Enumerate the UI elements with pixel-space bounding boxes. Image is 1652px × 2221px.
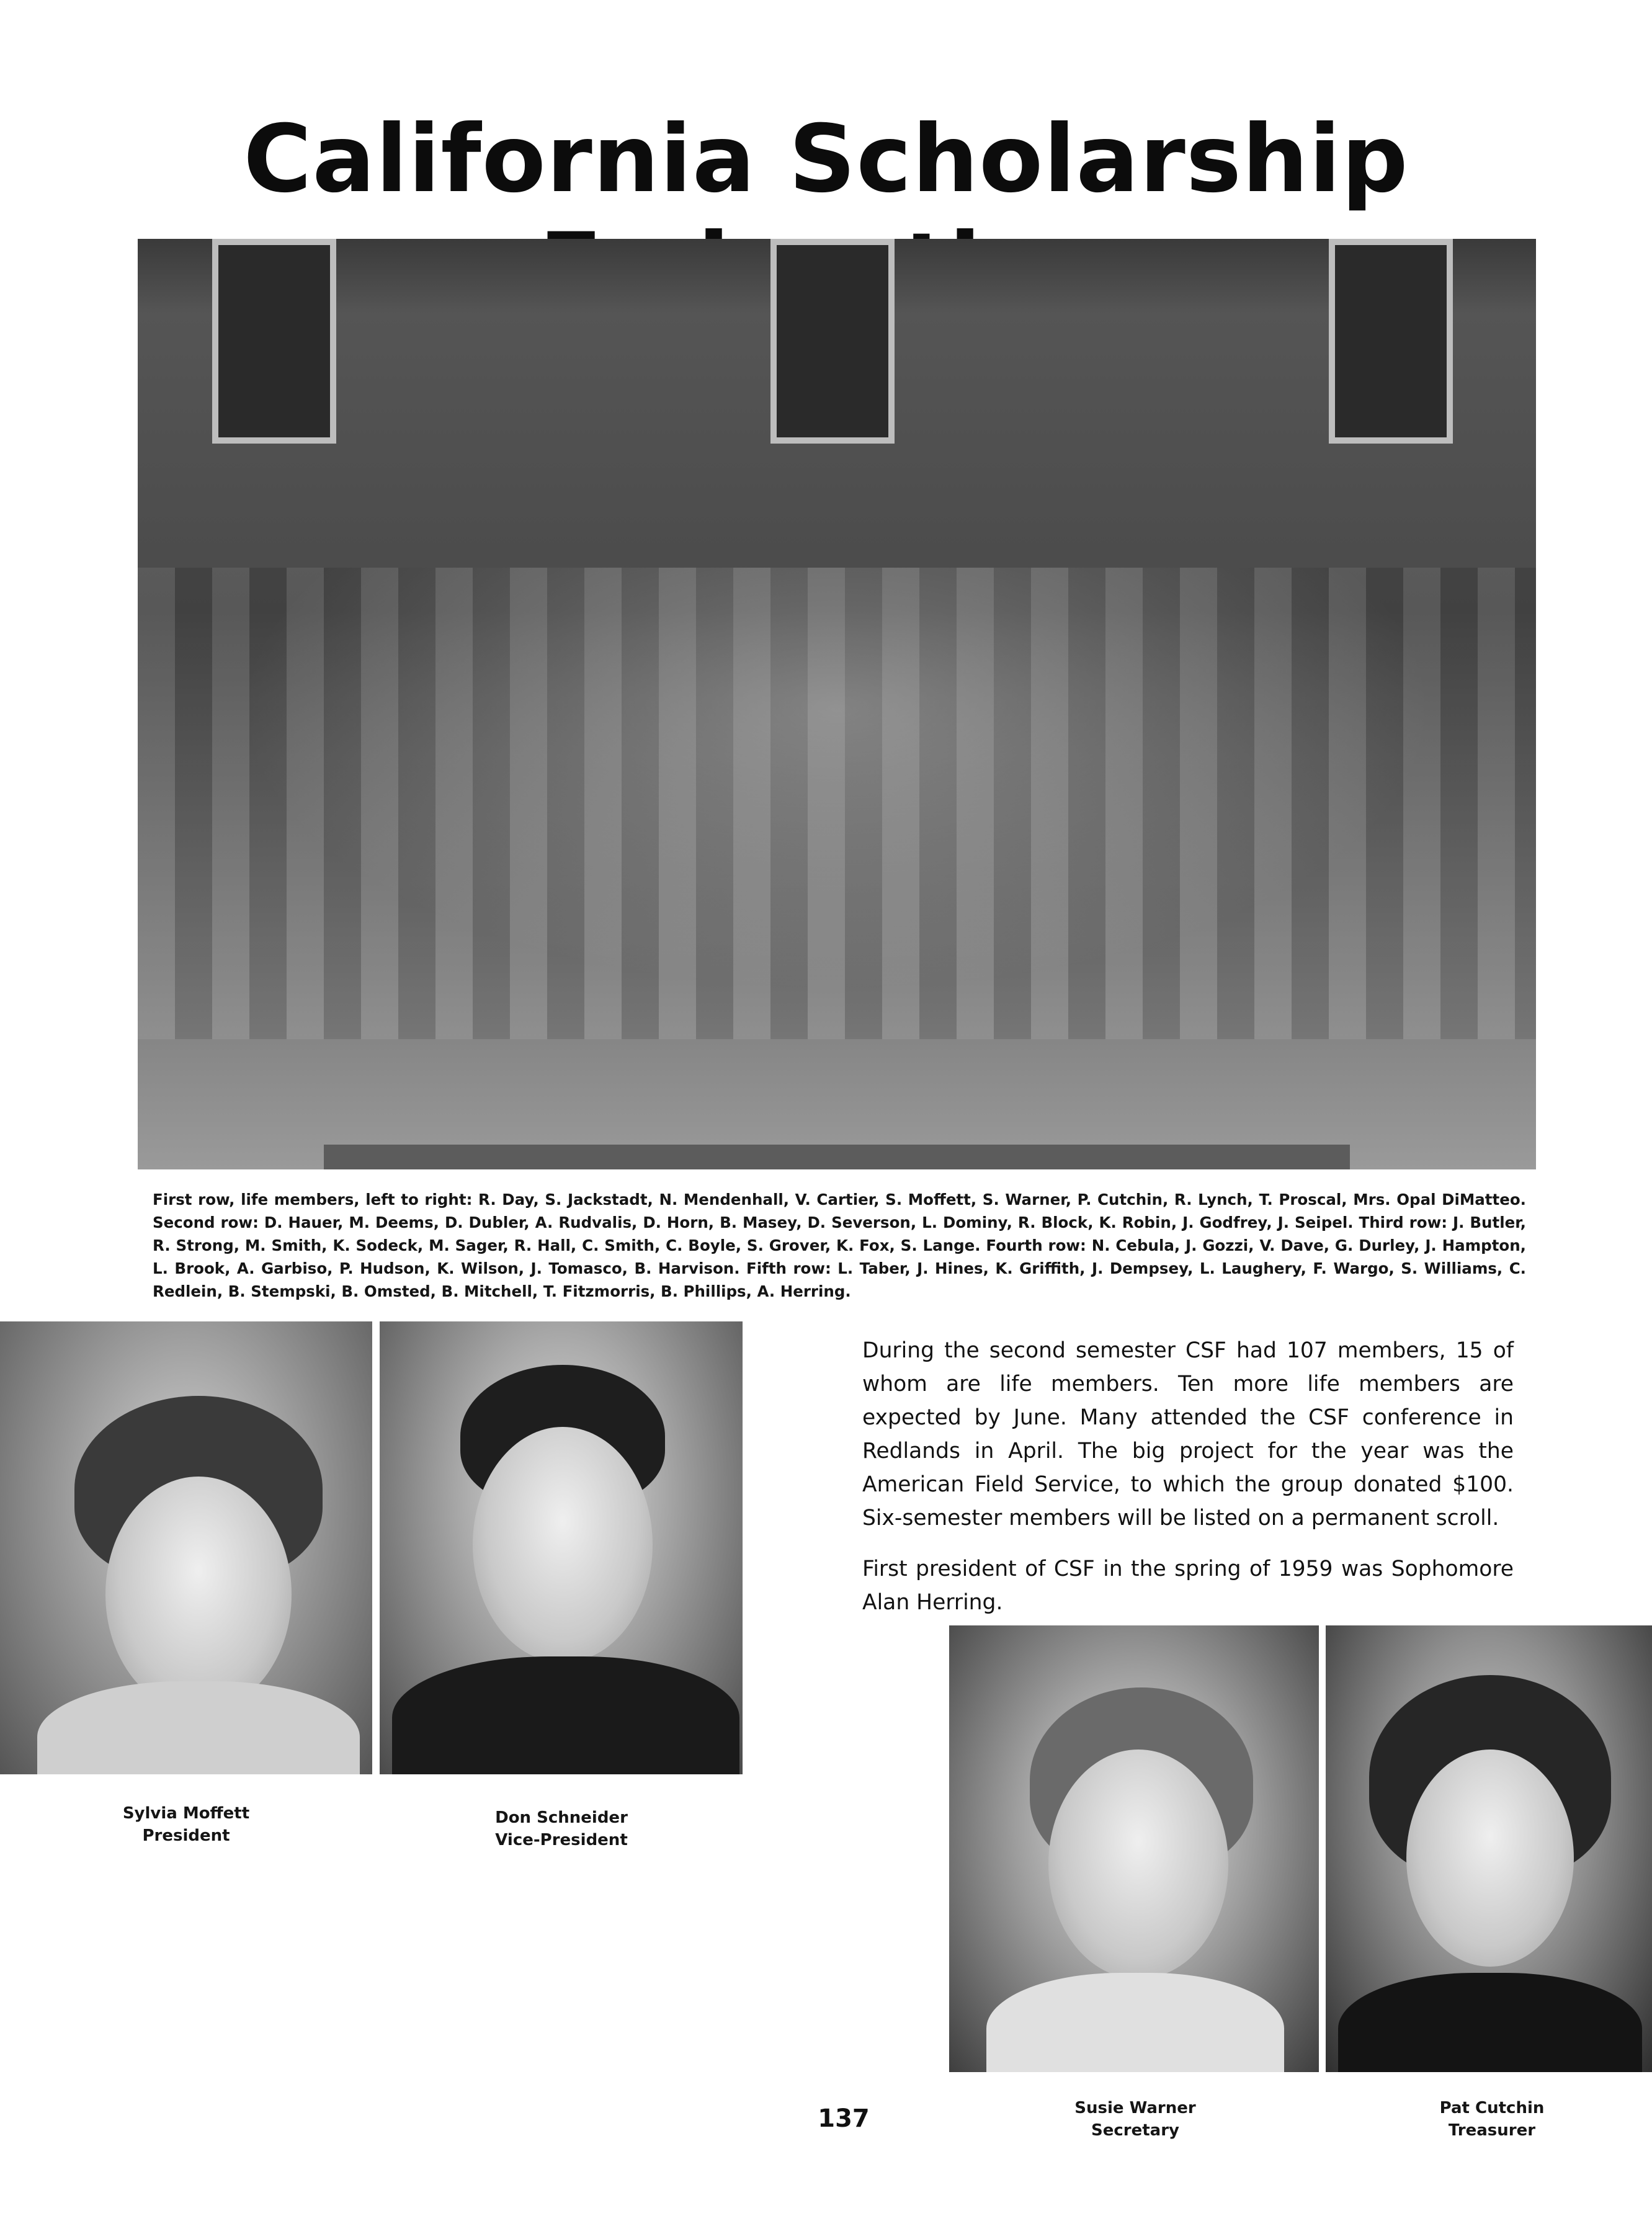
group-photo xyxy=(138,239,1536,1169)
article-paragraph: During the second semester CSF had 107 members, 15 of whom are life members. Ten more life members are expected by June. Many attended the CSF conference in Redlands in April. The big project for the year was the American Field Service, to which the group donated $100. Six-semester members will be listed on a permanent scroll. xyxy=(862,1338,1514,1531)
page-title: California Scholarship xyxy=(243,105,1409,213)
group-members xyxy=(138,568,1536,1039)
window-shape xyxy=(1329,239,1453,444)
officer-caption-moffett xyxy=(93,1802,279,1847)
officer-name: Pat Cutchin xyxy=(1439,2099,1545,2117)
officer-role: Secretary xyxy=(1091,2121,1179,2140)
officer-caption-warner xyxy=(1042,2097,1228,2142)
officer-name: Sylvia Moffett xyxy=(122,1804,250,1823)
officer-role: President xyxy=(142,1826,230,1845)
portrait-susie-warner xyxy=(949,1625,1319,2072)
window-shape xyxy=(770,239,895,444)
portrait-sylvia-moffett xyxy=(0,1321,372,1774)
officer-caption-schneider xyxy=(462,1807,661,1851)
officer-name: Don Schneider xyxy=(495,1808,628,1827)
article-paragraph: First president of CSF in the spring of 1959 was Sophomore Alan Herring. xyxy=(862,1557,1514,1615)
portrait-don-schneider xyxy=(380,1321,743,1774)
officer-role: Treasurer xyxy=(1448,2121,1536,2140)
article-text xyxy=(862,1334,1514,1619)
page-number: 137 xyxy=(818,2104,870,2133)
portrait-pat-cutchin xyxy=(1326,1625,1652,2072)
bench xyxy=(324,1145,1350,1169)
window-shape xyxy=(212,239,336,444)
group-photo-caption: First row, life members, left to right: R. Day, S. Jackstadt, N. Mendenhall, V. Cartier, S. Moffett, S. Warner, P. Cutchin, R. Lynch, T. Proscal, Mrs. Opal DiMatteo. Second row: D. Hauer, M. Deems, D. Dubler, A. Rudvalis, D. Horn, B. Masey, D. Severson, L. Dominy, R. Block, K. Robin, J. Godfrey, J. Seipel. Third row: J. Butler, R. Strong, M. Smith, K. Sodeck, M. Sager, R. Hall, C. Smith, C. Boyle, S. Grover, K. Fox, S. Lange. Fourth row: N. Cebula, J. Gozzi, V. Dave, G. Durley, J. Hampton, L. Brook, A. Garbiso, P. Hudson, K. Wilson, J. Tomasco, B. Harvison. Fifth row: L. Taber, J. Hines, K. Griffith, J. Dempsey, L. Laughery, F. Wargo, S. Williams, C. Redlein, B. Stempski, B. Omsted, B. Mitchell, T. Fitzmorris, B. Phillips, A. Herring. xyxy=(153,1191,1526,1300)
officer-name: Susie Warner xyxy=(1074,2099,1196,2117)
officer-role: Vice-President xyxy=(495,1831,628,1849)
officer-caption-cutchin xyxy=(1399,2097,1585,2142)
